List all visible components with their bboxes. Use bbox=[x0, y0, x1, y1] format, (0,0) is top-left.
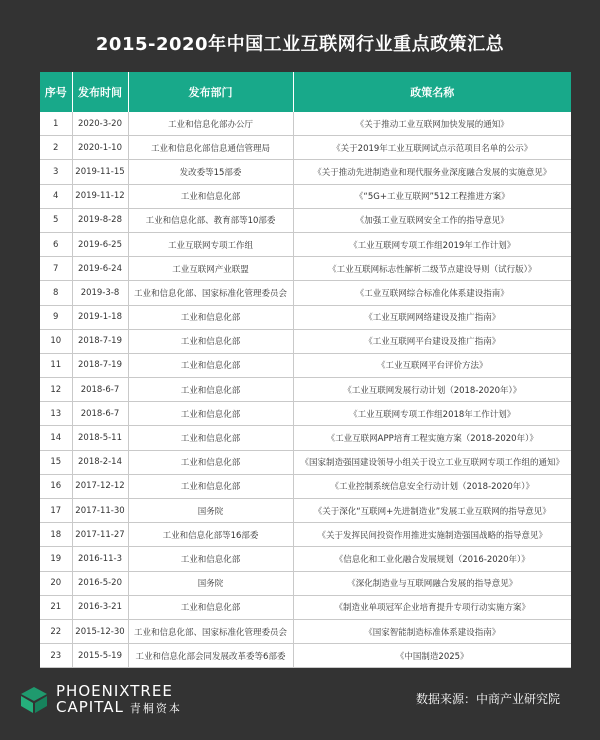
logo-text-line1: PHOENIXTREE bbox=[56, 682, 173, 701]
table-row bbox=[40, 160, 571, 184]
cell-department: 工业和信息化部信息通信管理局 bbox=[128, 136, 293, 160]
cell-policy-name: 《工业互联网平台建设及推广指南》 bbox=[293, 329, 571, 353]
cell-index: 13 bbox=[40, 402, 72, 426]
table-header bbox=[40, 72, 571, 112]
cell-date: 2016-5-20 bbox=[72, 571, 128, 595]
cell-index: 22 bbox=[40, 619, 72, 643]
cell-date: 2020-1-10 bbox=[72, 136, 128, 160]
cell-department: 工业和信息化部 bbox=[128, 450, 293, 474]
table-row bbox=[40, 619, 571, 643]
table-row bbox=[40, 257, 571, 281]
cell-policy-name: 《制造业单项冠军企业培育提升专项行动实施方案》 bbox=[293, 595, 571, 619]
cell-date: 2019-11-15 bbox=[72, 160, 128, 184]
cell-index: 18 bbox=[40, 523, 72, 547]
cell-policy-name: 《工业互联网平台评价方法》 bbox=[293, 353, 571, 377]
cell-policy-name: 《深化制造业与互联网融合发展的指导意见》 bbox=[293, 571, 571, 595]
cell-date: 2019-6-25 bbox=[72, 232, 128, 256]
cell-department: 工业和信息化部 bbox=[128, 402, 293, 426]
header-row bbox=[40, 72, 571, 112]
cell-index: 11 bbox=[40, 353, 72, 377]
cell-index: 3 bbox=[40, 160, 72, 184]
cell-department: 国务院 bbox=[128, 571, 293, 595]
cell-index: 20 bbox=[40, 571, 72, 595]
cell-date: 2020-3-20 bbox=[72, 112, 128, 136]
table-row bbox=[40, 305, 571, 329]
cell-index: 23 bbox=[40, 644, 72, 668]
cell-policy-name: 《信息化和工业化融合发展规划（2016-2020年）》 bbox=[293, 547, 571, 571]
cell-department: 工业和信息化部、国家标准化管理委员会 bbox=[128, 281, 293, 305]
table-row bbox=[40, 474, 571, 498]
cell-department: 工业和信息化部、国家标准化管理委员会 bbox=[128, 619, 293, 643]
cell-policy-name: 《加强工业互联网安全工作的指导意见》 bbox=[293, 208, 571, 232]
cell-date: 2015-12-30 bbox=[72, 619, 128, 643]
cell-date: 2018-6-7 bbox=[72, 402, 128, 426]
table-row bbox=[40, 523, 571, 547]
header-policy-name: 政策名称 bbox=[293, 72, 571, 112]
cell-department: 工业和信息化部办公厅 bbox=[128, 112, 293, 136]
cell-index: 16 bbox=[40, 474, 72, 498]
cell-date: 2018-2-14 bbox=[72, 450, 128, 474]
cell-policy-name: 《工业互联网专项工作组2018年工作计划》 bbox=[293, 402, 571, 426]
cell-date: 2015-5-19 bbox=[72, 644, 128, 668]
cell-index: 2 bbox=[40, 136, 72, 160]
cell-index: 7 bbox=[40, 257, 72, 281]
table-row bbox=[40, 402, 571, 426]
table-row bbox=[40, 499, 571, 523]
table-row bbox=[40, 644, 571, 668]
cell-department: 工业和信息化部 bbox=[128, 595, 293, 619]
cell-date: 2019-8-28 bbox=[72, 208, 128, 232]
cell-date: 2017-12-12 bbox=[72, 474, 128, 498]
cell-index: 4 bbox=[40, 184, 72, 208]
cell-policy-name: 《关于2019年工业互联网试点示范项目名单的公示》 bbox=[293, 136, 571, 160]
cell-policy-name: 《关于发挥民间投资作用推进实施制造强国战略的指导意见》 bbox=[293, 523, 571, 547]
cell-date: 2018-7-19 bbox=[72, 329, 128, 353]
table-row bbox=[40, 547, 571, 571]
cell-department: 发改委等15部委 bbox=[128, 160, 293, 184]
cell-date: 2019-6-24 bbox=[72, 257, 128, 281]
cell-index: 8 bbox=[40, 281, 72, 305]
cell-department: 工业和信息化部 bbox=[128, 474, 293, 498]
cell-policy-name: 《工业互联网专项工作组2019年工作计划》 bbox=[293, 232, 571, 256]
table-row bbox=[40, 571, 571, 595]
cell-department: 工业和信息化部 bbox=[128, 426, 293, 450]
brand-logo bbox=[20, 680, 182, 720]
cell-policy-name: 《“5G+工业互联网”512工程推进方案》 bbox=[293, 184, 571, 208]
cell-department: 工业和信息化部会同发展改革委等6部委 bbox=[128, 644, 293, 668]
cell-date: 2017-11-30 bbox=[72, 499, 128, 523]
header-index: 序号 bbox=[40, 72, 72, 112]
table-row bbox=[40, 595, 571, 619]
cell-department: 工业和信息化部 bbox=[128, 547, 293, 571]
cell-index: 5 bbox=[40, 208, 72, 232]
cell-policy-name: 《工业控制系统信息安全行动计划（2018-2020年）》 bbox=[293, 474, 571, 498]
cell-policy-name: 《关于推动工业互联网加快发展的通知》 bbox=[293, 112, 571, 136]
cell-date: 2018-7-19 bbox=[72, 353, 128, 377]
cell-index: 21 bbox=[40, 595, 72, 619]
table-row bbox=[40, 378, 571, 402]
cell-date: 2018-6-7 bbox=[72, 378, 128, 402]
cell-index: 14 bbox=[40, 426, 72, 450]
cell-department: 工业和信息化部等16部委 bbox=[128, 523, 293, 547]
header-date: 发布时间 bbox=[72, 72, 128, 112]
table-row bbox=[40, 426, 571, 450]
cell-policy-name: 《国家智能制造标准体系建设指南》 bbox=[293, 619, 571, 643]
cell-policy-name: 《工业互联网标志性解析二级节点建设导则（试行版）》 bbox=[293, 257, 571, 281]
cell-date: 2019-1-18 bbox=[72, 305, 128, 329]
cell-index: 9 bbox=[40, 305, 72, 329]
cell-date: 2016-11-3 bbox=[72, 547, 128, 571]
table-row bbox=[40, 208, 571, 232]
cell-date: 2019-11-12 bbox=[72, 184, 128, 208]
cell-department: 工业和信息化部 bbox=[128, 184, 293, 208]
table-row bbox=[40, 353, 571, 377]
cell-department: 工业互联网专项工作组 bbox=[128, 232, 293, 256]
cell-policy-name: 《工业互联网综合标准化体系建设指南》 bbox=[293, 281, 571, 305]
cell-index: 10 bbox=[40, 329, 72, 353]
cell-date: 2017-11-27 bbox=[72, 523, 128, 547]
cell-department: 工业和信息化部 bbox=[128, 378, 293, 402]
page-title: 2015-2020年中国工业互联网行业重点政策汇总 bbox=[95, 34, 505, 55]
cell-department: 工业和信息化部 bbox=[128, 329, 293, 353]
cell-policy-name: 《国家制造强国建设领导小组关于设立工业互联网专项工作组的通知》 bbox=[293, 450, 571, 474]
cell-date: 2019-3-8 bbox=[72, 281, 128, 305]
cell-policy-name: 《关于深化“互联网+先进制造业”发展工业互联网的指导意见》 bbox=[293, 499, 571, 523]
cell-policy-name: 《工业互联网网络建设及推广指南》 bbox=[293, 305, 571, 329]
cell-policy-name: 《关于推动先进制造业和现代服务业深度融合发展的实施意见》 bbox=[293, 160, 571, 184]
table-body bbox=[40, 112, 571, 668]
cell-date: 2016-3-21 bbox=[72, 595, 128, 619]
cell-department: 工业和信息化部 bbox=[128, 305, 293, 329]
cell-department: 工业和信息化部 bbox=[128, 353, 293, 377]
table-row bbox=[40, 184, 571, 208]
cell-policy-name: 《工业互联网APP培育工程实施方案（2018-2020年）》 bbox=[293, 426, 571, 450]
table-row bbox=[40, 232, 571, 256]
logo-text-line2: CAPITAL bbox=[56, 698, 124, 716]
table-row bbox=[40, 136, 571, 160]
cell-department: 工业互联网产业联盟 bbox=[128, 257, 293, 281]
data-source: 数据来源：中商产业研究院 bbox=[415, 692, 560, 706]
cell-index: 6 bbox=[40, 232, 72, 256]
logo-text-chinese: 青桐资本 bbox=[129, 702, 182, 715]
cell-policy-name: 《工业互联网发展行动计划（2018-2020年）》 bbox=[293, 378, 571, 402]
cell-index: 19 bbox=[40, 547, 72, 571]
cell-policy-name: 《中国制造2025》 bbox=[293, 644, 571, 668]
policy-table bbox=[40, 72, 571, 668]
table-row bbox=[40, 329, 571, 353]
cell-date: 2018-5-11 bbox=[72, 426, 128, 450]
table-row bbox=[40, 281, 571, 305]
phoenixtree-logo-icon bbox=[20, 686, 48, 714]
table-row bbox=[40, 112, 571, 136]
cell-department: 工业和信息化部、教育部等10部委 bbox=[128, 208, 293, 232]
table-row bbox=[40, 450, 571, 474]
cell-department: 国务院 bbox=[128, 499, 293, 523]
cell-index: 12 bbox=[40, 378, 72, 402]
cell-index: 15 bbox=[40, 450, 72, 474]
policy-table-container bbox=[40, 72, 571, 668]
cell-index: 17 bbox=[40, 499, 72, 523]
header-department: 发布部门 bbox=[128, 72, 293, 112]
cell-index: 1 bbox=[40, 112, 72, 136]
